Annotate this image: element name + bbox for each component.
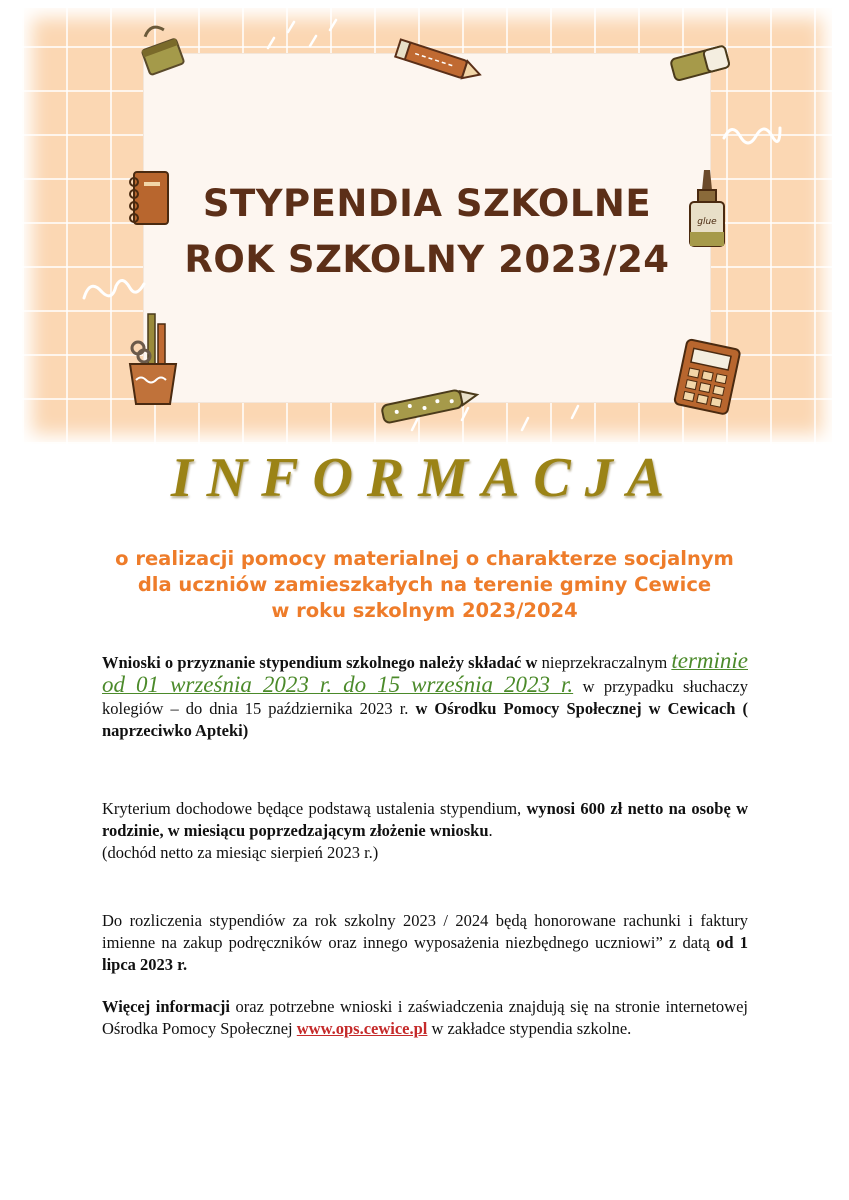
paragraph4-text1: oraz potrzebne wnioski i zaświadczenia znajdują się na stronie internetowej Ośrodka Pomocy Społecznej xyxy=(102,997,749,1038)
paragraph2-text1: Kryterium dochodowe będące podstawą ustalenia stypendium, xyxy=(102,799,527,818)
banner-title-line1: STYPENDIA SZKOLNE xyxy=(202,182,652,225)
paragraph1-bold-start: Wnioski o przyznanie stypendium szkolnego należy składać w xyxy=(102,653,538,672)
banner-title-line2: ROK SZKOLNY 2023/24 xyxy=(184,238,670,281)
banner-title xyxy=(144,176,710,288)
deadline-dates: terminie od 01 września 2023 r. do 15 września 2023 r. xyxy=(102,648,748,697)
squiggle-decoration xyxy=(722,118,782,148)
pencil-icon xyxy=(390,36,486,86)
pen-icon xyxy=(374,380,484,430)
calculator-icon xyxy=(670,338,746,418)
subtitle-line3: w roku szkolnym 2023/2024 xyxy=(271,599,578,622)
paragraph1-text2: w przypadku słuchaczy kolegiów – do dnia 15 października 2023 r. xyxy=(102,677,748,718)
paragraph3-bold: od 1 lipca 2023 r. xyxy=(102,933,748,974)
banner-card xyxy=(144,54,710,402)
paragraph-more-info xyxy=(102,996,748,1040)
paragraph-income-criterion xyxy=(102,798,748,864)
paragraph1-bold-end: w Ośrodku Pomocy Społecznej w Cewicach ( naprzeciwko Apteki) xyxy=(102,699,748,740)
glue-icon xyxy=(682,166,732,256)
paragraph2-note: (dochód netto za miesiąc sierpień 2023 r.) xyxy=(102,843,379,862)
paragraph4-bold: Więcej informacji xyxy=(102,997,231,1016)
eraser-icon xyxy=(666,38,736,88)
sparkle-decoration xyxy=(258,18,348,58)
notebook-icon xyxy=(124,168,174,230)
paragraph3-text: Do rozliczenia stypendiów za rok szkolny 2023 / 2024 będą honorowane rachunki i faktury imienne na zakup podręczników oraz innego wyposażenia niezbędnego uczniowi” z datą xyxy=(102,911,748,952)
paragraph-application-deadline xyxy=(102,650,748,742)
heading-informacja: INFORMACJA xyxy=(170,447,679,509)
paragraph-invoices xyxy=(102,910,748,976)
paragraph2-text2: . xyxy=(488,821,493,840)
ops-website-link[interactable]: www.ops.cewice.pl xyxy=(296,1019,428,1038)
paragraph1-text1: nieprzekraczalnym xyxy=(537,653,672,672)
subtitle-line2: dla uczniów zamieszkałych na terenie gminy Cewice xyxy=(137,573,712,596)
subtitle xyxy=(60,546,789,624)
subtitle-line1: o realizacji pomocy materialnej o charakterze socjalnym xyxy=(115,547,734,570)
glue-label: glue xyxy=(697,217,717,227)
squiggle-decoration xyxy=(80,268,150,308)
pencil-cup-icon xyxy=(122,308,184,408)
banner xyxy=(22,8,832,444)
paragraph4-text2: w zakładce stypendia szkolne. xyxy=(427,1019,632,1038)
paragraph2-bold: wynosi 600 zł netto na osobę w rodzinie, w miesiącu poprzedzającym złożenie wniosku xyxy=(102,799,748,840)
binder-clip-icon xyxy=(132,24,192,84)
